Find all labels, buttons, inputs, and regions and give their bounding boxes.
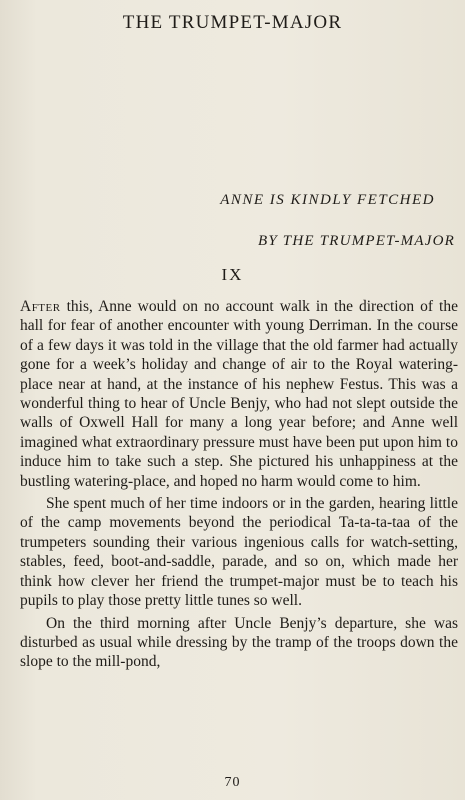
paragraph-3: On the third morning after Uncle Benjy’s departure, she was disturbed as usual while dressing by the tramp of the troops down the slope to the mill-pond, (20, 614, 458, 671)
chapter-byline: BY THE TRUMPET-MAJOR (257, 233, 455, 249)
chapter-title: ANNE IS KINDLY FETCHED (220, 192, 435, 208)
chapter-number: IX (221, 265, 244, 284)
body-text (20, 297, 458, 675)
running-head: THE TRUMPET-MAJOR (122, 12, 343, 33)
page-number: 70 (224, 775, 241, 790)
paragraph-1 (20, 297, 458, 491)
paragraph-1-text: this, Anne would on no account walk in the direction of the hall for fear of another encounter with young Derriman. In the course of a few days it was told in the village that the old farmer had actually gone for a week’s holiday and change of air to the Royal watering-place near at hand, at the instance of his nephew Festus. This was a wonderful thing to hear of Uncle Benjy, who had not slept outside the walls of Oxwell Hall for many a long year before; and Anne well imagined what extraordinary pressure must have been put upon him to induce him to take such a step. She pictured his unhappiness at the bustling watering-place, and hoped no harm would come to him. (20, 298, 458, 490)
paragraph-2: She spent much of her time indoors or in the garden, hearing little of the camp movements beyond the periodical Ta-ta-ta-taa of the trumpeters sounding their various ingenious calls for watch-setting, stables, feed, boot-and-saddle, parade, and so on, which made her think how clever her friend the trumpet-major must be to teach his pupils to play those pretty little tunes so well. (20, 495, 458, 610)
paragraph-1-lead: After (20, 298, 61, 315)
